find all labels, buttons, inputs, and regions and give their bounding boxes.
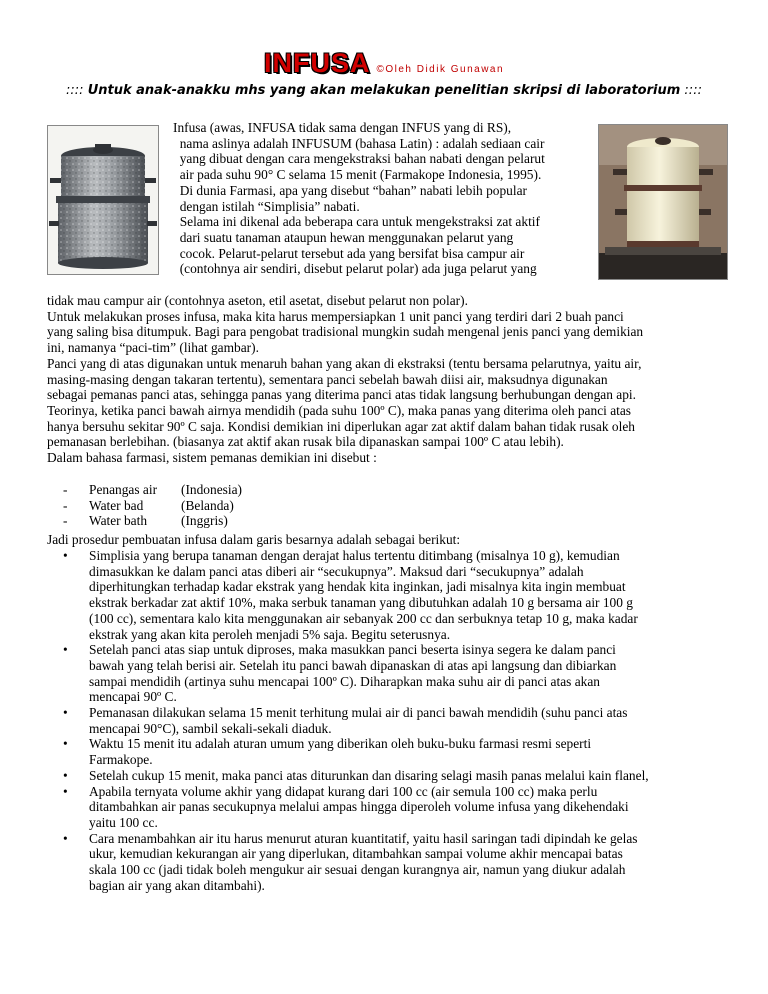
list-item: [63, 482, 242, 498]
list-item: [63, 736, 649, 767]
procedure-intro: Jadi prosedur pembuatan infusa dalam garis besarnya adalah sebagai berikut:: [47, 532, 461, 547]
term-language: (Indonesia): [181, 482, 242, 497]
list-item: [63, 642, 649, 705]
subtitle-text: Untuk anak-anakku mhs yang akan melakukan penelitian skripsi di laboratorium: [87, 83, 681, 98]
term-name: Penangas air: [89, 482, 158, 497]
document-header: [0, 48, 768, 79]
intro-paragraph: Infusa (awas, INFUSA tidak sama dengan INFUS yang di RS), nama aslinya adalah INFUSUM (bahasa Latin) : adalah sediaan cair yang dibuat dengan cara mengekstraksi bahan nabati dengan pelarut air pada suhu 90° C selama 15 menit (Farmakope Indonesia, 1995). Di dunia Farmasi, apa yang disebut “bahan” nabati lebih popular dengan istilah “Simplisia” nabati. Selama ini dikenal ada beberapa cara untuk mengekstraksi zat aktif dari suatu tanaman ataupun hewan menggunakan pelarut yang cocok. Pelarut-pelarut tersebut ada yang bersifat bisa campur air (contohnya air sendiri, disebut pelarut polar) ada juga pelarut yang: [173, 120, 545, 277]
bullet-icon: •: [63, 736, 68, 752]
list-item: [63, 548, 649, 642]
body-paragraphs: tidak mau campur air (contohnya aseton, etil asetat, disebut pelarut non polar). Untuk melakukan proses infusa, maka kita harus mempersiapkan 1 unit panci yang terdiri dari 2 buah panci yang saling bisa ditumpuk. Bagi para pengobat tradisional mungkin sudah mengenal jenis panci yang demikian ini, namanya “paci-tim” (lihat gambar). Panci yang di atas digunakan untuk menaruh bahan yang akan di ekstraksi (tentu bersama pelarutnya, yaitu air, masing-masing dengan takaran tertentu), sementara panci sebelah bawah diisi air, maksudnya digunakan sebagai pemanas panci atas, sehingga panas yang diterima panci atas tidak langsung berhubungan dengan api. Teorinya, ketika panci bawah airnya mendidih (pada suhu 100º C), maka panas yang diterima oleh panci atas hanya bersuhu sekitar 90º C saja. Kondisi demikian ini diperlukan agar zat aktif dalam bahan tidak rusak oleh pemanasan berlebihan. (biasanya zat aktif akan rusak bila dipanaskan sampai 100º C atau lebih). Dalam bahasa farmasi, sistem pemanas demikian ini disebut :: [47, 293, 644, 466]
bullet-icon: •: [63, 548, 68, 563]
list-dash: -: [63, 482, 68, 497]
subtitle-suffix: ::::: [680, 83, 702, 98]
pot-photo-left: [47, 125, 159, 275]
document-subtitle: [0, 83, 768, 98]
step-text: Waktu 15 menit itu adalah aturan umum yang diberikan oleh buku-buku farmasi resmi seperti Farmakope.: [89, 736, 592, 768]
list-dash: -: [63, 513, 68, 529]
author-byline: ©Oleh Didik Gunawan: [376, 64, 505, 75]
list-item: [63, 498, 242, 514]
subtitle-prefix: ::::: [66, 83, 88, 98]
bullet-icon: •: [63, 642, 68, 658]
step-text: Pemanasan dilakukan selama 15 menit terhitung mulai air di panci bawah mendidih (suhu panci atas mencapai 90°C), sambil sekali-sekali diaduk.: [89, 705, 628, 736]
term-language: (Inggris): [181, 513, 228, 529]
list-item: [63, 768, 649, 784]
list-item: [63, 705, 649, 736]
term-name: Water bad: [89, 497, 144, 513]
procedure-steps-list: [63, 548, 649, 893]
heating-terms-list: [63, 482, 242, 529]
pot-photo-right: [598, 124, 728, 280]
bullet-icon: •: [63, 767, 68, 783]
steamer-pot-illustration: [48, 126, 158, 274]
step-text: Setelah panci atas siap untuk diproses, maka masukkan panci beserta isinya segera ke dalam panci bawah yang telah berisi air. Setelah itu panci bawah dipanaskan di atas api langsung dan dibiarkan sampai mendidih (artinya suhu mencapai 100º C). Diharapkan maka suhu air di panci atas akan mencapai 90º C.: [89, 642, 617, 705]
step-text: Setelah cukup 15 menit, maka panci atas diturunkan dan disaring selagi masih panas melalui kain flanel,: [89, 767, 649, 783]
list-item: [63, 513, 242, 529]
list-item: [63, 831, 649, 894]
bullet-icon: •: [63, 830, 68, 846]
document-title: INFUSA: [263, 48, 371, 78]
list-dash: -: [63, 497, 68, 513]
step-text: Apabila ternyata volume akhir yang didapat kurang dari 100 cc (air semula 100 cc) maka perlu ditambahkan air panas secukupnya melalui ampas hingga diperoleh volume infusa yang dikehendaki yaitu 100 cc.: [89, 783, 629, 830]
list-item: [63, 784, 649, 831]
bullet-icon: •: [63, 705, 68, 721]
step-text: Simplisia yang berupa tanaman dengan derajat halus tertentu ditimbang (misalnya 10 g), kemudian dimasukkan ke dalam panci atas diberi air “secukupnya”. Maksud dari “secukupnya” adalah diperhitungkan terhadap kadar ekstrak yang hendak kita inginkan, jadi misalnya kita ingin membuat ekstrak berkadar zat aktif 10%, maka serbuk tanaman yang dibutuhkan adalah 10 g bersama air 100 g (100 cc), sementara kalo kita menggunakan air sebanyak 200 cc dan serbuknya tetap 10 g, maka kadar ekstrak yang akan kita peroleh menjadi 5% saja. Begitu seterusnya.: [89, 548, 638, 642]
step-text: Cara menambahkan air itu harus menurut aturan kuantitatif, yaitu hasil saringan tadi dipindah ke gelas ukur, kemudian kekurangan air yang diperlukan, ditambahkan sampai volume akhir mencapai batas skala 100 cc (jadi tidak boleh mengukur air sesuai dengan kurangnya air, namun yang diukur adalah bagian air yang akan ditambahi).: [89, 830, 638, 893]
bullet-icon: •: [63, 783, 68, 799]
pot-on-stove-illustration: [599, 125, 727, 279]
term-name: Water bath: [89, 513, 148, 529]
term-language: (Belanda): [181, 497, 234, 513]
